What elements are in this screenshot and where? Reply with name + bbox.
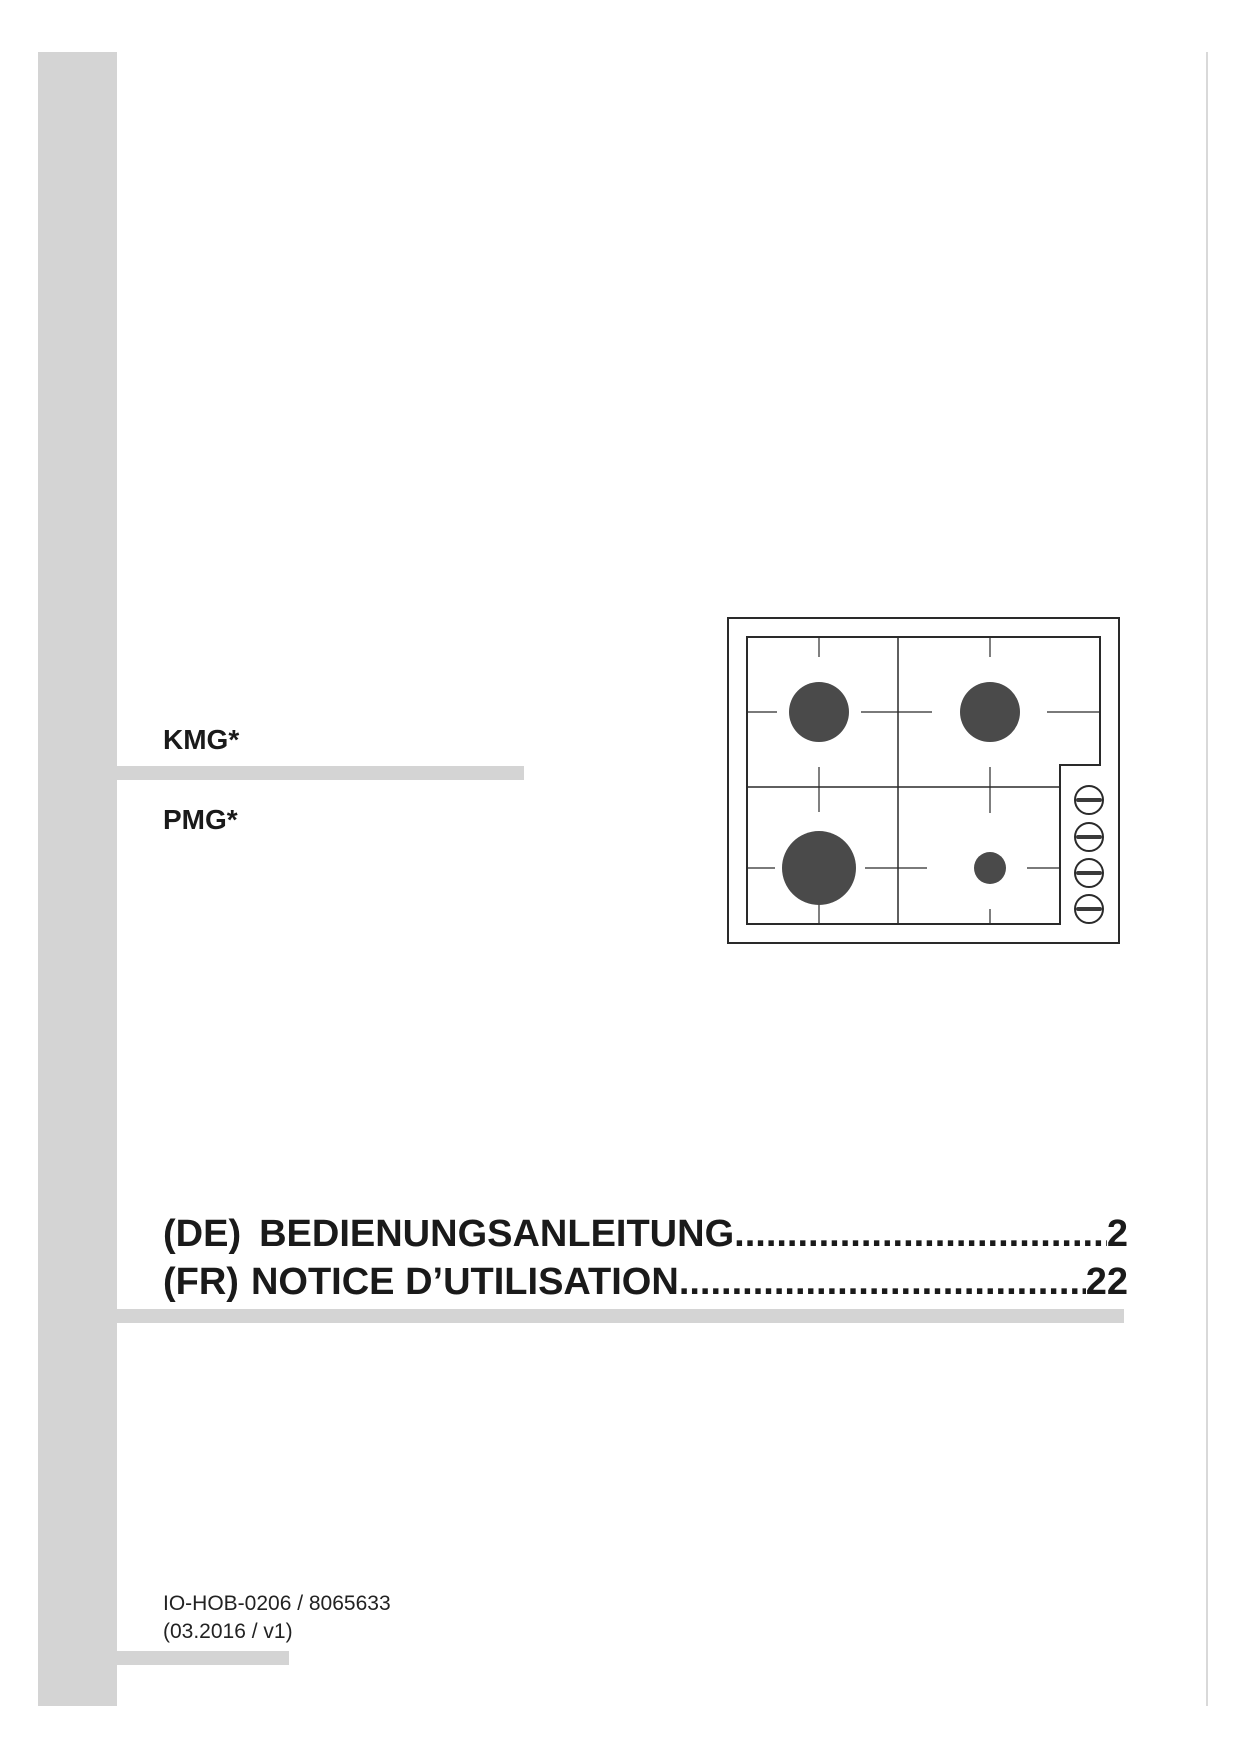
burner-bottom-right bbox=[898, 787, 1060, 924]
burner-bottom-left bbox=[747, 787, 898, 924]
toc-divider bbox=[117, 1309, 1124, 1323]
toc-language-de: (DE) bbox=[163, 1213, 242, 1255]
document-code: IO-HOB-0206 / 8065633 bbox=[163, 1592, 391, 1615]
toc-title-de: BEDIENUNGSANLEITUNG bbox=[259, 1213, 735, 1255]
toc-page-de: 2 bbox=[1106, 1213, 1128, 1255]
toc-leader-dots bbox=[679, 1261, 1086, 1304]
toc-page-fr: 22 bbox=[1085, 1261, 1128, 1303]
toc-language-fr: (FR) bbox=[163, 1261, 239, 1303]
right-edge-line bbox=[1206, 52, 1208, 1706]
left-margin-bar bbox=[38, 52, 117, 1706]
model-name-pmg: PMG* bbox=[163, 804, 238, 835]
control-knobs bbox=[1075, 786, 1103, 923]
toc-title-fr: NOTICE D’UTILISATION bbox=[250, 1261, 679, 1303]
toc-leader-dots bbox=[734, 1213, 1107, 1256]
document-version: (03.2016 / v1) bbox=[163, 1620, 293, 1643]
toc-entry-fr[interactable] bbox=[163, 1261, 1128, 1304]
model-name-kmg: KMG* bbox=[163, 724, 240, 755]
footer-divider bbox=[117, 1651, 289, 1665]
models-divider bbox=[117, 766, 524, 780]
toc-entry-de[interactable] bbox=[163, 1213, 1128, 1256]
document-reference bbox=[163, 1590, 391, 1646]
burner-top-left bbox=[747, 637, 898, 787]
gas-hob-top-view-icon bbox=[727, 617, 1120, 944]
